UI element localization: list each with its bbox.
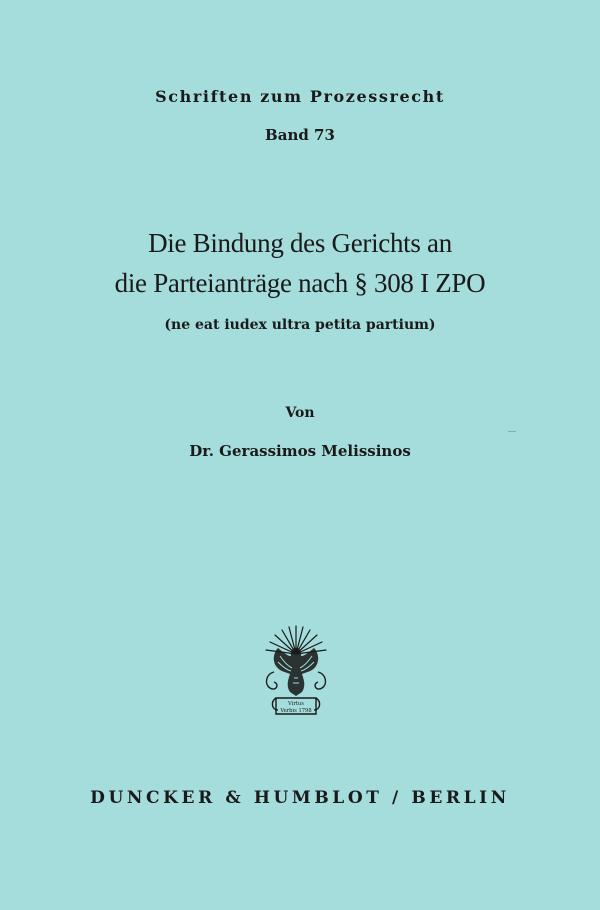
series-title: Schriften zum Prozessrecht [155,87,445,106]
book-title-line-2: die Parteianträge nach § 308 I ZPO [114,268,486,298]
print-mark [508,431,516,432]
author-name: Dr. Gerassimos Melissinos [189,442,411,460]
svg-text:Verbis 1798: Verbis 1798 [280,708,312,714]
svg-text:Virtus: Virtus [288,701,304,707]
eagle-sunburst-emblem-icon [256,622,336,722]
volume-number: Band 73 [265,126,335,144]
by-label: Von [285,405,315,421]
book-subtitle: (ne eat iudex ultra petita partium) [164,317,436,333]
book-title-line-1: Die Bindung des Gerichts an [148,228,452,258]
publisher-imprint: DUNCKER & HUMBLOT / BERLIN [90,788,510,808]
